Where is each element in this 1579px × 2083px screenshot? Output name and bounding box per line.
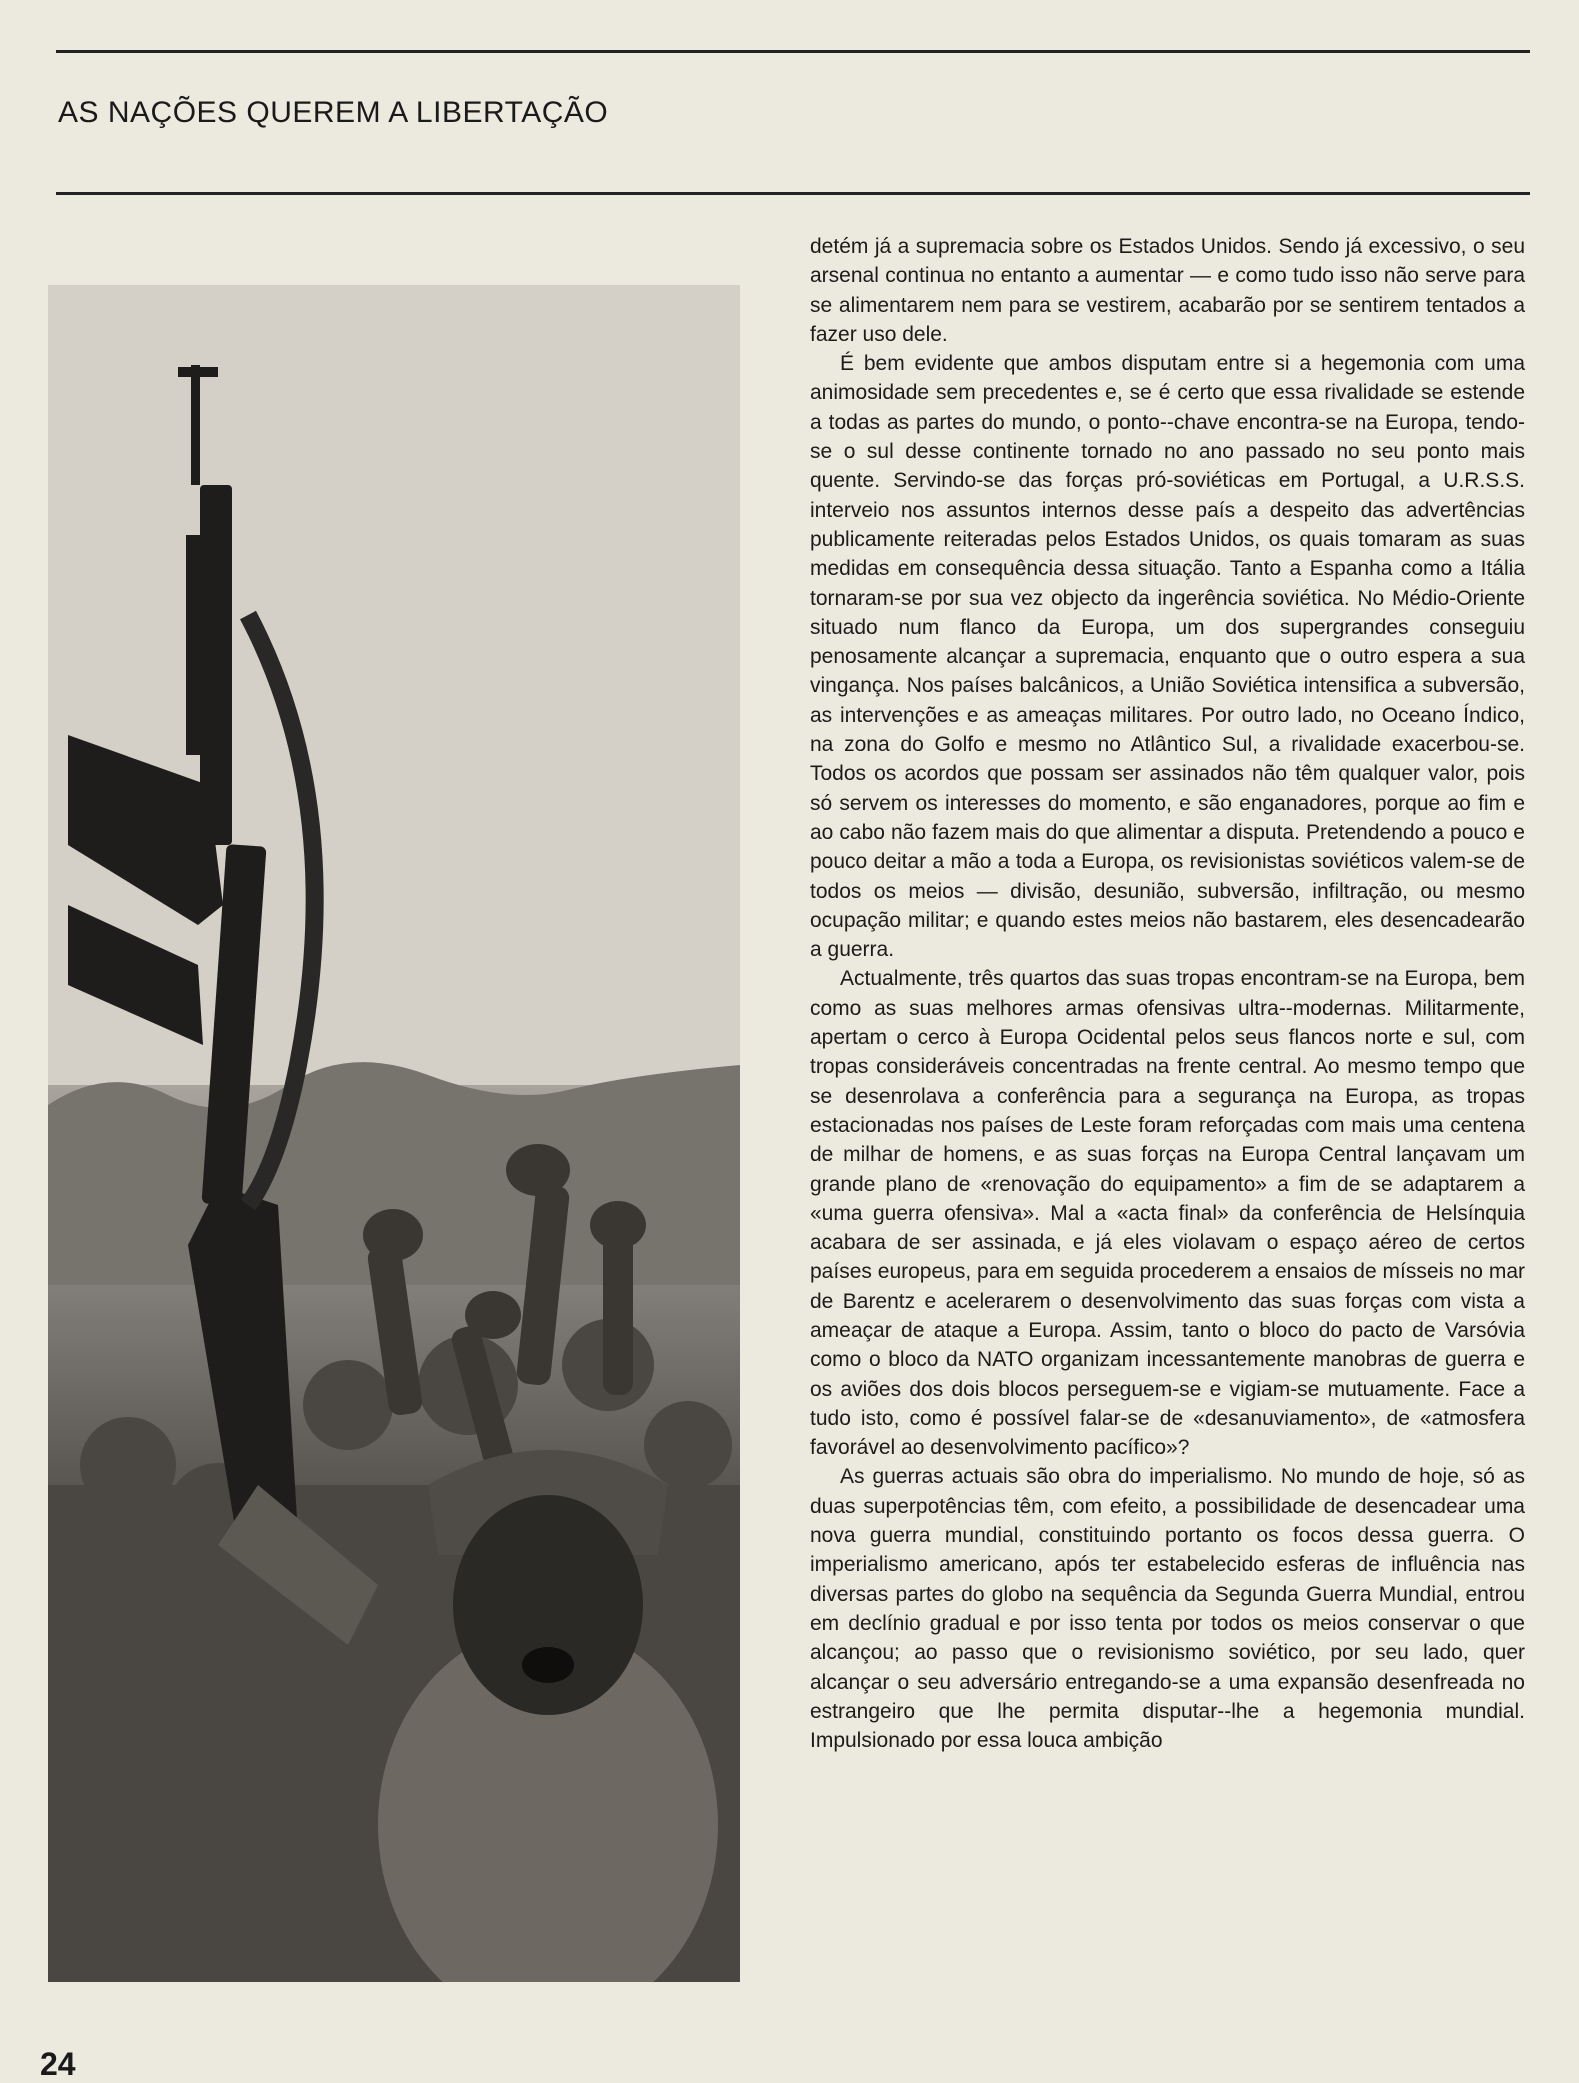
photograph-illustration [48,285,740,1982]
header-bottom-rule [56,192,1530,195]
top-rule [56,50,1530,53]
section-title: AS NAÇÕES QUEREM A LIBERTAÇÃO [58,96,609,129]
article-paragraph-4: As guerras actuais são obra do imperialismo. No mundo de hoje, só as duas superpotências têm, com efeito, a possibilidade de desencadear uma nova guerra mundial, constituindo portanto os focos dessa guerra. O imperialismo americano, após ter estabelecido esferas de influência nas diversas partes do globo na sequência da Segunda Guerra Mundial, entrou em declínio gradual e por isso tenta por todos os meios conservar o que alcançou; ao passo que o revisionismo soviético, por seu lado, quer alcançar o seu adversário entregando-se a uma expansão desenfreada no estrangeiro que lhe permita disputar--lhe a hegemonia mundial. Impulsionado por essa louca ambição [810,1465,1525,1753]
photograph-rifle-crowd [48,285,740,1982]
article-body [810,232,1525,1755]
article-paragraph-1: detém já a supremacia sobre os Estados Unidos. Sendo já excessivo, o seu arsenal continua no entanto a aumentar — e como tudo isso não serve para se alimentarem nem para se vestirem, acabarão por se sentirem tentados a fazer uso dele. [810,235,1525,346]
article-paragraph-3: Actualmente, três quartos das suas tropas encontram-se na Europa, bem como as suas melhores armas ofensivas ultra--modernas. Militarmente, apertam o cerco à Europa Ocidental pelos seus flancos norte e sul, com tropas consideráveis concentradas na frente central. Ao mesmo tempo que se desenrolava a conferência para a segurança na Europa, as tropas estacionadas nos países de Leste foram reforçadas com mais uma centena de milhar de homens, e as suas forças na Europa Central lançavam um grande plano de «renovação do equipamento» a fim de se adaptarem a «uma guerra ofensiva». Mal a «acta final» da conferência de Helsínquia acabara de ser assinada, e já eles violavam o espaço aéreo de certos países europeus, para em seguida procederem a ensaios de mísseis no mar de Barentz e acelerarem o desenvolvimento das suas forças com vista a ameaçar de ataque a Europa. Assim, tanto o bloco do pacto de Varsóvia como o bloco da NATO organizam incessantemente manobras de guerra e os aviões dos dois blocos perseguem-se e vigiam-se mutuamente. Face a tudo isto, como é possível falar-se de «desanuviamento», de «atmosfera favorável ao desenvolvimento pacífico»? [810,967,1525,1460]
article-paragraph-2: É bem evidente que ambos disputam entre si a hegemonia com uma animosidade sem precedentes e, se é certo que essa rivalidade se estende a todas as partes do mundo, o ponto--chave encontra-se na Europa, tendo-se o sul desse continente tornado no ano passado no seu ponto mais quente. Servindo-se das forças pró-soviéticas em Portugal, a U.R.S.S. interveio nos assuntos internos desse país a despeito das advertências publicamente reiteradas pelos Estados Unidos, os quais tomaram as suas medidas em consequência dessa situação. Tanto a Espanha como a Itália tornaram-se por sua vez objecto da ingerência soviética. No Médio-Oriente situado num flanco da Europa, um dos supergrandes conseguiu penosamente alcançar a supremacia, enquanto que o outro espera a sua vingança. Nos países balcânicos, a União Soviética intensifica a subversão, as intervenções e as ameaças militares. Por outro lado, no Oceano Índico, na zona do Golfo e mesmo no Atlântico Sul, a rivalidade exacerbou-se. Todos os acordos que possam ser assinados não têm qualquer valor, pois só servem os interesses do momento, e são enganadores, porque ao fim e ao cabo não fazem mais do que alimentar a disputa. Pretendendo a pouco e pouco deitar a mão a toda a Europa, os revisionistas soviéticos valem-se de todos os meios — divisão, desunião, subversão, infiltração, ou mesmo ocupação militar; e quando estes meios não bastarem, eles desencadearão a guerra. [810,352,1525,962]
page-number: 24 [40,2046,76,2082]
